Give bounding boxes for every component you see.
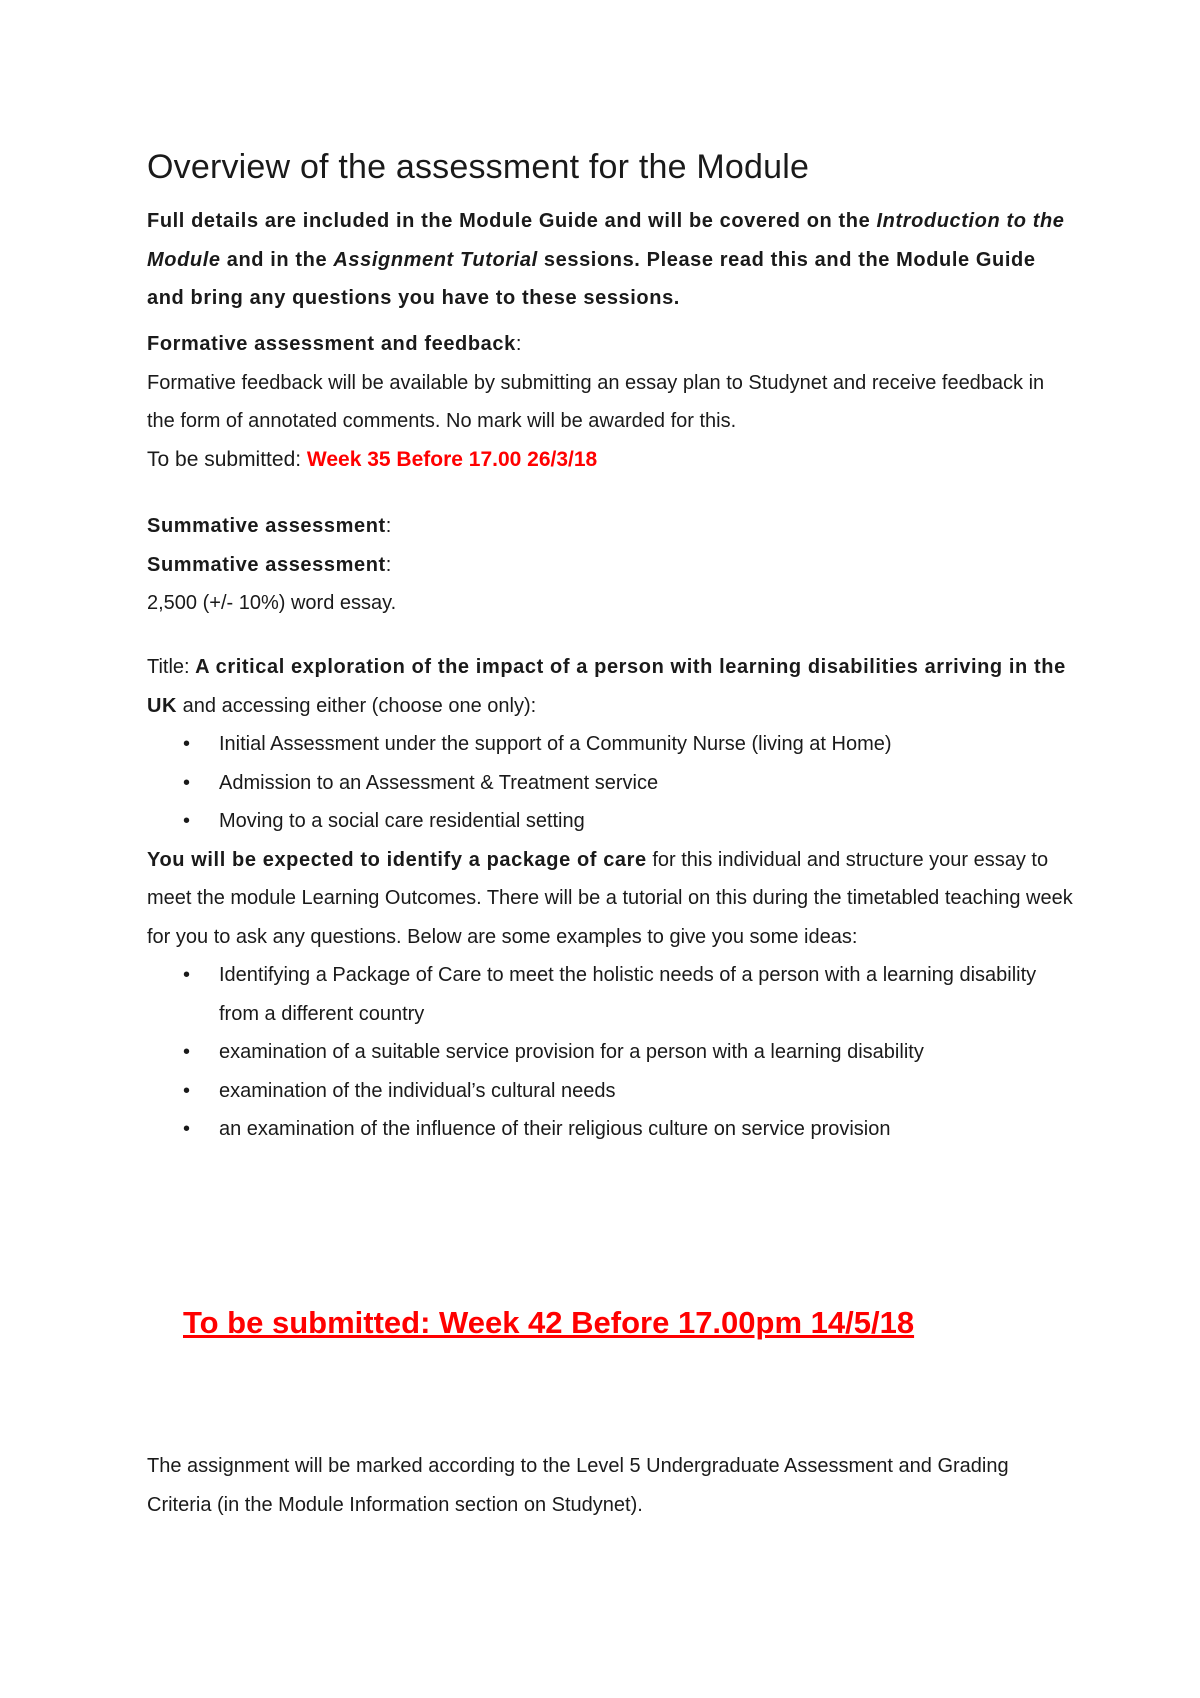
final-deadline: To be submitted: Week 42 Before 17.00pm 14/5/18 [183,1305,915,1340]
summative-heading-1: Summative assessment [147,515,386,537]
formative-section [147,325,1077,479]
intro-text-1: Full details are included in the Module Guide and will be covered on the [147,210,877,232]
word-count: 2,500 (+/- 10%) word essay. [147,592,397,614]
summative-colon-2: : [385,553,392,576]
page-title: Overview of the assessment for the Module [147,148,810,186]
list-item: • Initial Assessment under the support of a Community Nurse (living at Home) [147,725,1077,764]
formative-colon: : [515,333,522,355]
expectation-bold: You will be expected to identify a package of care [147,848,647,871]
formative-heading-line [147,325,1077,364]
summative-heading-2: Summative assessment [147,553,386,576]
title-label: Title: [147,656,196,678]
intro-text-3: sessions. Please read this and the Module Guide and bring any questions you have to these sessions. [147,248,1036,309]
marking-note: The assignment will be marked according to the Level 5 Undergraduate Assessment and Grading Criteria (in the Module Information section on Studynet). [147,1455,1009,1516]
title-rest: and accessing either (choose one only): [177,694,537,717]
list-item: • Admission to an Assessment & Treatment service [147,764,1077,803]
summative-colon-1: : [385,515,392,537]
expectation-paragraph [147,841,1077,957]
summative-heading-line-1 [147,507,1077,546]
formative-submit-line [147,441,1077,480]
list-item: • Moving to a social care residential setting [147,802,1077,841]
options-list [147,725,1077,841]
title-section [147,648,1077,1149]
intro-tutorial-italic: Assignment Tutorial [333,248,538,271]
formative-submit-label: To be submitted: [147,447,307,471]
intro-paragraph [147,202,1077,318]
list-item: • Identifying a Package of Care to meet the holistic needs of a person with a learning disability from a different country [147,956,1077,1033]
formative-deadline: Week 35 Before 17.00 26/3/18 [306,447,598,471]
formative-text: Formative feedback will be available by submitting an essay plan to Studynet and receive feedback in the form of annotated comments. No mark will be awarded for this. [147,371,1045,432]
essay-title-line [147,648,1077,725]
summative-section [147,507,1077,623]
expectation-text: for this individual and structure your essay to meet the module Learning Outcomes. There will be a tutorial on this during the timetabled teaching week for you to ask any questions. Below are some examples to give you some ideas: [147,848,1073,948]
formative-heading: Formative assessment and feedback [147,333,516,355]
summative-heading-line-2 [147,546,1077,585]
examples-list [147,956,1077,1149]
essay-title: A critical exploration of the impact of a person with learning disabilities arriving in the UK [147,656,1066,717]
list-item: • examination of the individual’s cultural needs [147,1072,1077,1111]
list-item: • examination of a suitable service provision for a person with a learning disability [147,1033,1077,1072]
intro-module-italic: Introduction to the Module [147,210,1065,271]
list-item: • an examination of the influence of their religious culture on service provision [147,1110,1077,1149]
intro-text-2: and in the [220,248,334,271]
